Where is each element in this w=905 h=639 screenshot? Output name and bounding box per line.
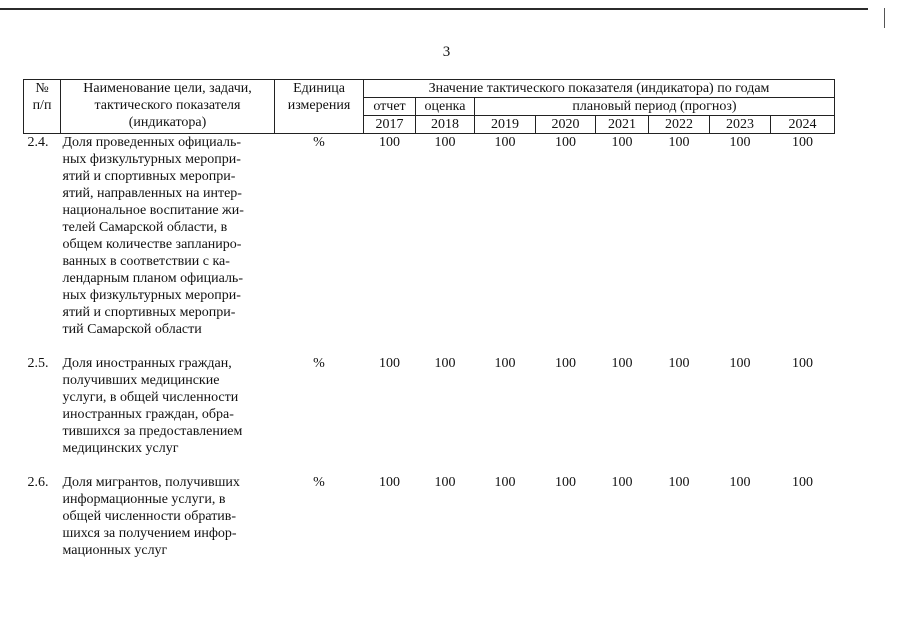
- indicator-name-line: национальное воспитание жи-: [62, 203, 244, 218]
- indicators-table: [23, 79, 835, 559]
- unit-cell: %: [313, 475, 325, 490]
- row-number: 2.6.: [27, 475, 49, 490]
- value-cell: 100: [434, 475, 456, 490]
- header-unit-line1: Единица: [293, 81, 345, 96]
- header-year: 2023: [710, 116, 771, 134]
- indicator-name-line: ных физкультурных меропри-: [62, 288, 241, 303]
- value-cell: 100: [792, 135, 814, 150]
- page-number: 3: [442, 44, 451, 60]
- value-cell: 100: [792, 475, 814, 490]
- header-name-line1: Наименование цели, задачи,: [83, 81, 252, 96]
- indicator-name: [61, 134, 275, 356]
- scan-edge-mark: [884, 8, 885, 28]
- header-year: 2024: [771, 116, 835, 134]
- header-plan-period: плановый период (прогноз): [475, 98, 835, 116]
- value-cell: 100: [729, 475, 751, 490]
- value-cell: 100: [729, 135, 751, 150]
- indicator-name-line: телей Самарской области, в: [62, 220, 228, 235]
- indicator-name: [61, 474, 275, 559]
- value-cell: 100: [611, 135, 633, 150]
- header-year: 2020: [536, 116, 596, 134]
- header-year: 2022: [649, 116, 710, 134]
- table-body: [24, 134, 835, 560]
- header-unit: [275, 80, 364, 134]
- indicator-name-line: ятий, направленных на интер-: [62, 186, 242, 201]
- header-year: 2018: [416, 116, 475, 134]
- header-values-group: Значение тактического показателя (индикатора) по годам: [364, 80, 835, 98]
- indicator-name-line: информационные услуги, в: [62, 492, 226, 507]
- indicator-name: [61, 355, 275, 474]
- indicator-name-line: тий Самарской области: [62, 322, 202, 337]
- indicator-name-line: Доля иностранных граждан,: [62, 356, 232, 371]
- header-year: 2017: [364, 116, 416, 134]
- header-report: отчет: [364, 98, 416, 116]
- indicator-name-line: Доля мигрантов, получивших: [62, 475, 240, 490]
- value-cell: 100: [434, 356, 456, 371]
- value-cell: 100: [611, 356, 633, 371]
- header-name-line3: (индикатора): [128, 115, 207, 130]
- header-num: [24, 80, 61, 134]
- indicator-name-line: медицинских услуг: [62, 441, 179, 456]
- value-cell: 100: [434, 135, 456, 150]
- indicator-name-line: общей численности обратив-: [62, 509, 237, 524]
- indicator-name-line: ванных в соответствии с ка-: [62, 254, 230, 269]
- indicator-name-line: общем количестве запланиро-: [62, 237, 242, 252]
- value-cell: 100: [668, 135, 690, 150]
- table-header: [24, 80, 835, 134]
- value-cell: 100: [494, 135, 516, 150]
- indicator-name-line: иностранных граждан, обра-: [62, 407, 234, 422]
- value-cell: 100: [379, 135, 400, 150]
- table-row: [24, 355, 835, 474]
- top-rule: [0, 8, 868, 10]
- indicator-name-line: услуги, в общей численности: [62, 390, 239, 405]
- unit-cell: %: [313, 356, 325, 371]
- header-unit-line2: измерения: [287, 98, 351, 113]
- indicator-name-line: мационных услуг: [62, 543, 168, 558]
- header-name: [61, 80, 275, 134]
- value-cell: 100: [729, 356, 751, 371]
- indicator-name-line: получивших медицинские: [62, 373, 220, 388]
- indicator-name-line: Доля проведенных официаль-: [62, 135, 241, 150]
- header-num-line2: п/п: [32, 98, 52, 113]
- value-cell: 100: [668, 356, 690, 371]
- value-cell: 100: [494, 356, 516, 371]
- header-year: 2021: [596, 116, 649, 134]
- value-cell: 100: [494, 475, 516, 490]
- value-cell: 100: [555, 475, 576, 490]
- table-row: [24, 134, 835, 356]
- value-cell: 100: [611, 475, 633, 490]
- value-cell: 100: [379, 475, 400, 490]
- value-cell: 100: [792, 356, 814, 371]
- indicator-name-line: ятий и спортивных меропри-: [62, 305, 236, 320]
- row-number: 2.4.: [27, 135, 49, 150]
- indicator-name-line: лендарным планом официаль-: [62, 271, 243, 286]
- unit-cell: %: [313, 135, 325, 150]
- indicator-name-line: ных физкультурных меропри-: [62, 152, 241, 167]
- header-year: 2019: [475, 116, 536, 134]
- header-name-line2: тактического показателя: [94, 98, 241, 113]
- header-estimate: оценка: [416, 98, 475, 116]
- value-cell: 100: [555, 135, 576, 150]
- value-cell: 100: [379, 356, 400, 371]
- indicator-name-line: ятий и спортивных меропри-: [62, 169, 236, 184]
- indicator-name-line: тившихся за предоставлением: [62, 424, 243, 439]
- value-cell: 100: [668, 475, 690, 490]
- value-cell: 100: [555, 356, 576, 371]
- table-row: [24, 474, 835, 559]
- row-number: 2.5.: [27, 356, 49, 371]
- indicator-name-line: шихся за получением инфор-: [62, 526, 237, 541]
- header-num-line1: №: [35, 81, 49, 96]
